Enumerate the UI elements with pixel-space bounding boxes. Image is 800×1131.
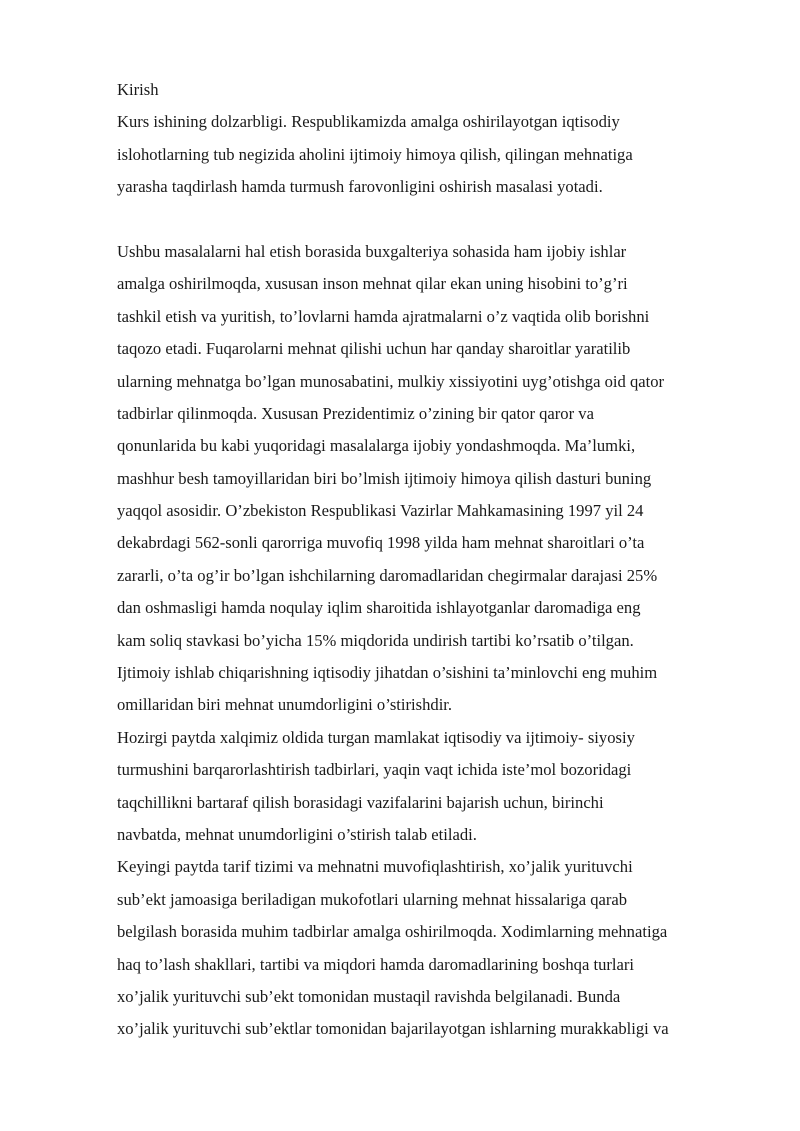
document-body — [117, 74, 747, 1046]
paragraph-relevance — [117, 106, 747, 203]
text-line: haq to’lash shakllari, tartibi va miqdori hamda daromadlarining boshqa turlari — [117, 954, 635, 974]
text-line: Ushbu masalalarni hal etish borasida buxgalteriya sohasida ham ijobiy ishlar — [117, 241, 627, 261]
text-line: Kurs ishining dolzarbligi. Respublikamizda amalga oshirilayotgan iqtisodiy — [117, 112, 620, 132]
text-line: taqchillikni bartaraf qilish borasidagi vazifalarini bajarish uchun, birinchi — [117, 792, 604, 812]
text-line: qonunlarida bu kabi yuqoridagi masalalarga ijobiy yondashmoqda. Ma’lumki, — [117, 436, 636, 456]
text-line: navbatda, mehnat unumdorligini o’stirish talab etiladi. — [117, 824, 477, 844]
text-line: belgilash borasida muhim tadbirlar amalga oshirilmoqda. Xodimlarning mehnatiga — [117, 922, 668, 942]
text-line: mashhur besh tamoyillaridan biri bo’lmish ijtimoiy himoya qilish dasturi buning — [117, 468, 652, 488]
text-line: yaqqol asosidir. O’zbekiston Respublikasi Vazirlar Mahkamasining 1997 yil 24 — [117, 501, 644, 521]
text-line: xo’jalik yurituvchi sub’ektlar tomonidan bajarilayotgan ishlarning murakkabligi va — [117, 1019, 669, 1039]
text-line: dan oshmasligi hamda noqulay iqlim sharoitida ishlayotganlar daromadiga eng — [117, 598, 641, 618]
text-line: yarasha taqdirlash hamda turmush farovonligini oshirish masalasi yotadi. — [117, 177, 603, 197]
text-line: zararli, o’ta og’ir bo’lgan ishchilarning daromadlaridan chegirmalar darajasi 25% — [117, 565, 658, 585]
text-line: omillaridan biri mehnat unumdorligini o’stirishdir. — [117, 695, 453, 715]
text-line: turmushini barqarorlashtirish tadbirlari, yaqin vaqt ichida iste’mol bozoridagi — [117, 760, 632, 780]
section-heading: Kirish — [117, 80, 159, 99]
text-line: sub’ekt jamoasiga beriladigan mukofotlari ularning mehnat hissalariga qarab — [117, 889, 628, 909]
text-line: Hozirgi paytda xalqimiz oldida turgan mamlakat iqtisodiy va ijtimoiy- siyosiy — [117, 727, 635, 747]
text-line: tadbirlar qilinmoqda. Xususan Prezidentimiz o’zining bir qator qaror va — [117, 403, 594, 423]
text-line: Keyingi paytda tarif tizimi va mehnatni muvofiqlashtirish, xo’jalik yurituvchi — [117, 857, 633, 877]
paragraph-productivity — [117, 722, 747, 852]
text-line: dekabrdagi 562-sonli qarorriga muvofiq 1998 yilda ham mehnat sharoitlari o’ta — [117, 533, 645, 553]
text-line: Ijtimoiy ishlab chiqarishning iqtisodiy jihatdan o’sishini ta’minlovchi eng muhim — [117, 663, 658, 683]
text-line: tashkil etish va yuritish, to’lovlarni hamda ajratmalarni o’z vaqtida olib borishni — [117, 306, 650, 326]
text-line: ularning mehnatga bo’lgan munosabatini, mulkiy xissiyotini uyg’otishga oid qator — [117, 371, 665, 391]
text-line: taqozo etadi. Fuqarolarni mehnat qilishi uchun har qanday sharoitlar yaratilib — [117, 339, 631, 359]
text-line: islohotlarning tub negizida aholini ijtimoiy himoya qilish, qilingan mehnatiga — [117, 144, 633, 164]
text-line: kam soliq stavkasi bo’yicha 15% miqdorida undirish tartibi ko’rsatib o’tilgan. — [117, 630, 634, 650]
text-line: amalga oshirilmoqda, xususan inson mehnat qilar ekan uning hisobini to’g’ri — [117, 274, 628, 294]
text-line: xo’jalik yurituvchi sub’ekt tomonidan mustaqil ravishda belgilanadi. Bunda — [117, 986, 621, 1006]
paragraph-accounting — [117, 236, 747, 722]
paragraph-tariff — [117, 851, 747, 1045]
paragraph-spacer — [117, 204, 747, 236]
